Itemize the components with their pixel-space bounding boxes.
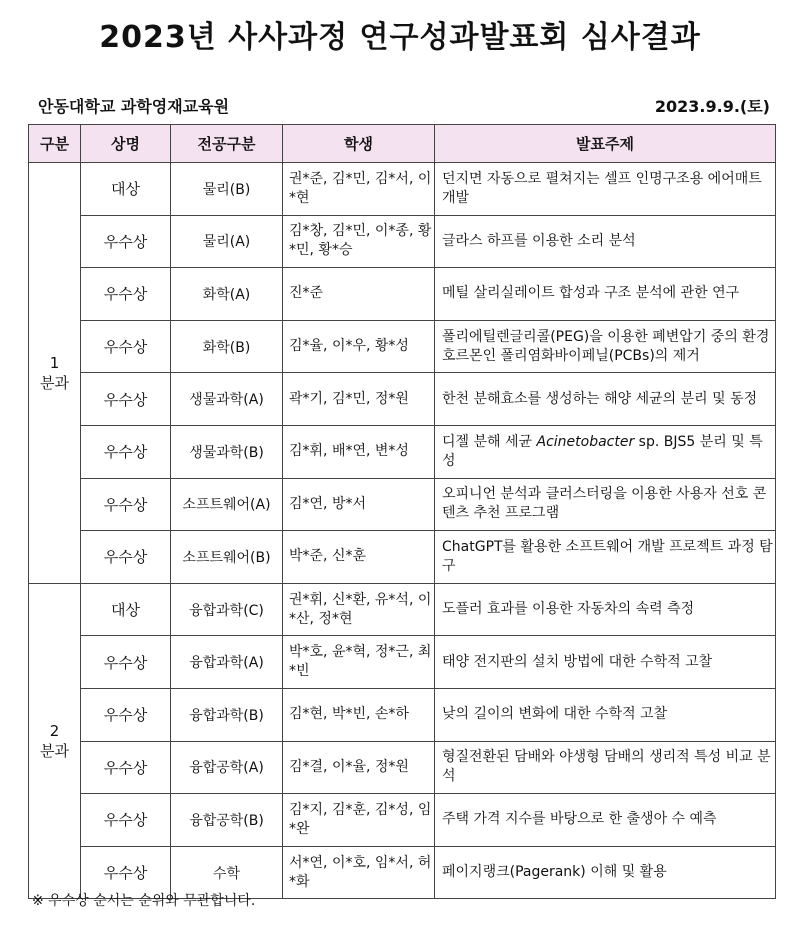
column-header-topic: 발표주제 [435, 125, 776, 163]
students-cell: 김*현, 박*빈, 손*하 [283, 688, 435, 741]
division-number: 2 [49, 722, 60, 741]
major-cell: 수학 [171, 846, 283, 899]
column-header-award: 상명 [81, 125, 171, 163]
topic-cell: 폴리에틸렌글리콜(PEG)을 이용한 폐변압기 중의 환경호르몬인 폴리염화바이페닐(PCBs)의 제거 [435, 320, 776, 373]
major-cell: 융합과학(A) [171, 636, 283, 689]
table-row [29, 688, 776, 741]
award-cell: 우수상 [81, 531, 171, 584]
students-cell: 김*휘, 배*연, 변*성 [283, 425, 435, 478]
major-cell: 생물과학(B) [171, 425, 283, 478]
division-cell [29, 163, 81, 584]
topic-cell: 주택 가격 지수를 바탕으로 한 출생아 수 예측 [435, 794, 776, 847]
award-cell: 우수상 [81, 373, 171, 426]
students-cell: 김*지, 김*훈, 김*성, 임*완 [283, 794, 435, 847]
award-cell: 우수상 [81, 688, 171, 741]
award-cell: 우수상 [81, 268, 171, 321]
table-row [29, 583, 776, 636]
table-row [29, 163, 776, 216]
table-row [29, 794, 776, 847]
major-cell: 화학(B) [171, 320, 283, 373]
major-cell: 물리(B) [171, 163, 283, 216]
topic-cell: 던지면 자동으로 펼쳐지는 셀프 인명구조용 에어매트 개발 [435, 163, 776, 216]
page-title: 2023년 사사과정 연구성과발표회 심사결과 [99, 20, 701, 55]
table-row [29, 373, 776, 426]
topic-cell: 메틸 살리실레이트 합성과 구조 분석에 관한 연구 [435, 268, 776, 321]
major-cell: 융합과학(C) [171, 583, 283, 636]
major-cell: 융합공학(A) [171, 741, 283, 794]
table-row [29, 215, 776, 268]
topic-cell: 한천 분해효소를 생성하는 해양 세균의 분리 및 동정 [435, 373, 776, 426]
topic-species-name: Acinetobacter [536, 433, 635, 450]
table-header-row [29, 125, 776, 163]
award-cell: 우수상 [81, 478, 171, 531]
topic-cell: 글라스 하프를 이용한 소리 분석 [435, 215, 776, 268]
division-cell [29, 583, 81, 899]
topic-cell: ChatGPT를 활용한 소프트웨어 개발 프로젝트 과정 탐구 [435, 531, 776, 584]
table-row [29, 425, 776, 478]
major-cell: 생물과학(A) [171, 373, 283, 426]
students-cell: 김*결, 이*율, 정*원 [283, 741, 435, 794]
column-header-major: 전공구분 [171, 125, 283, 163]
table-row [29, 531, 776, 584]
award-cell: 우수상 [81, 320, 171, 373]
table-row [29, 741, 776, 794]
table-row [29, 320, 776, 373]
award-cell: 대상 [81, 163, 171, 216]
table-row [29, 478, 776, 531]
major-cell: 화학(A) [171, 268, 283, 321]
topic-cell: 형질전환된 담배와 야생형 담배의 생리적 특성 비교 분석 [435, 741, 776, 794]
topic-cell: 도플러 효과를 이용한 자동차의 속력 측정 [435, 583, 776, 636]
results-table [28, 124, 776, 899]
students-cell: 김*율, 이*우, 황*성 [283, 320, 435, 373]
students-cell: 권*휘, 신*환, 유*석, 이*산, 정*현 [283, 583, 435, 636]
students-cell: 진*준 [283, 268, 435, 321]
award-cell: 대상 [81, 583, 171, 636]
organization-name: 안동대학교 과학영재교육원 [38, 97, 230, 116]
students-cell: 박*호, 윤*혁, 정*근, 최*빈 [283, 636, 435, 689]
table-row [29, 268, 776, 321]
topic-cell: 낮의 길이의 변화에 대한 수학적 고찰 [435, 688, 776, 741]
major-cell: 소프트웨어(A) [171, 478, 283, 531]
award-cell: 우수상 [81, 846, 171, 899]
major-cell: 융합공학(B) [171, 794, 283, 847]
table-row [29, 636, 776, 689]
topic-cell: 오피니언 분석과 클러스터링을 이용한 사용자 선호 콘텐츠 추천 프로그램 [435, 478, 776, 531]
award-cell: 우수상 [81, 794, 171, 847]
students-cell: 권*준, 김*민, 김*서, 이*현 [283, 163, 435, 216]
division-label: 분과 [40, 742, 69, 761]
award-cell: 우수상 [81, 636, 171, 689]
division-label: 분과 [40, 373, 69, 392]
major-cell: 소프트웨어(B) [171, 531, 283, 584]
column-header-division: 구분 [29, 125, 81, 163]
award-cell: 우수상 [81, 425, 171, 478]
topic-text-post: sp. BJS5 분리 및 특성 [442, 433, 763, 469]
topic-text-pre: 디젤 분해 세균 [442, 433, 537, 450]
students-cell: 서*연, 이*호, 임*서, 허*화 [283, 846, 435, 899]
column-header-students: 학생 [283, 125, 435, 163]
award-cell: 우수상 [81, 215, 171, 268]
students-cell: 곽*기, 김*민, 정*원 [283, 373, 435, 426]
topic-cell: 페이지랭크(Pagerank) 이해 및 활용 [435, 846, 776, 899]
students-cell: 박*준, 신*훈 [283, 531, 435, 584]
topic-cell: 태양 전지판의 설치 방법에 대한 수학적 고찰 [435, 636, 776, 689]
topic-cell [435, 425, 776, 478]
event-date: 2023.9.9.(토) [654, 97, 770, 116]
major-cell: 융합과학(B) [171, 688, 283, 741]
major-cell: 물리(A) [171, 215, 283, 268]
footnote: ※ 우수상 순서는 순위와 무관합니다. [32, 893, 256, 909]
division-number: 1 [49, 353, 60, 372]
students-cell: 김*연, 방*서 [283, 478, 435, 531]
award-cell: 우수상 [81, 741, 171, 794]
students-cell: 김*창, 김*민, 이*종, 황*민, 황*승 [283, 215, 435, 268]
